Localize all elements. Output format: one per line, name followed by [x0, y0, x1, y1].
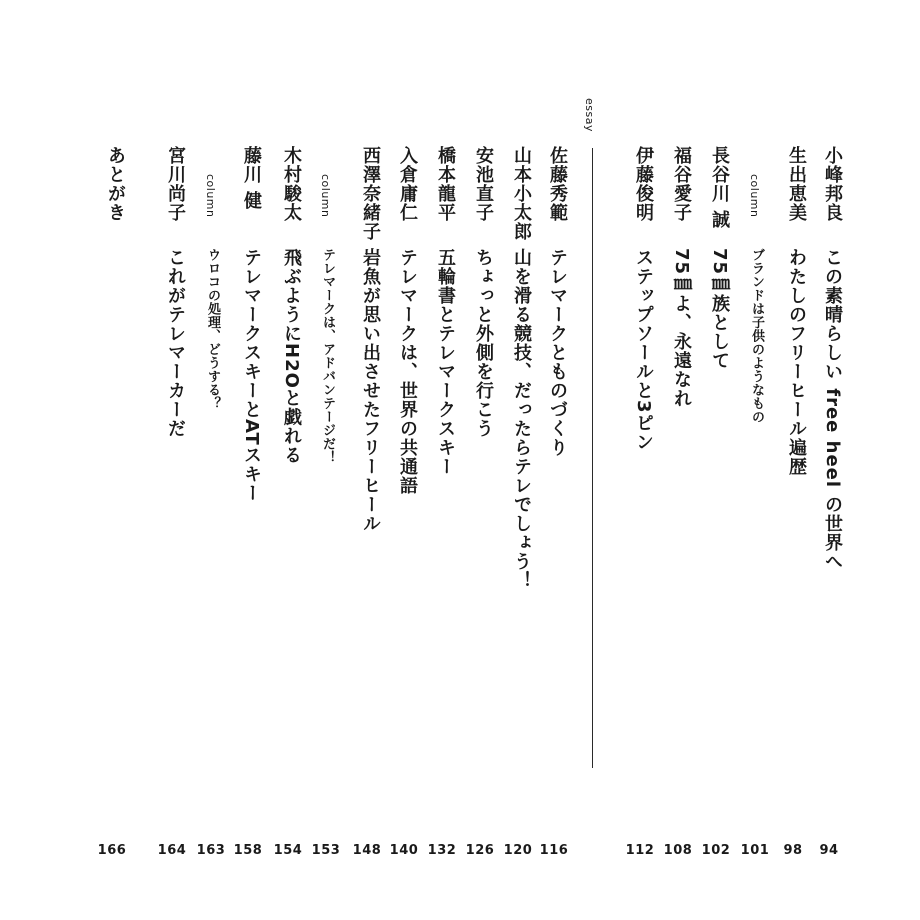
entry-title: ブランドは子供のようなもの [749, 248, 764, 424]
toc-entry [228, 0, 268, 920]
toc-entry [620, 0, 660, 920]
entry-author: 福谷愛子 [671, 146, 692, 222]
toc-entry [735, 0, 775, 920]
entry-author: 西澤奈緒子 [360, 146, 381, 241]
entry-title: 岩魚が思い出させたフリーヒール [360, 248, 381, 533]
entry-author: 宮川尚子 [165, 146, 186, 222]
entry-page-number: 101 [740, 843, 770, 858]
essay-section-label: essay [583, 98, 596, 132]
entry-page-number: 132 [427, 843, 457, 858]
entry-title: ウロコの処理、どうする？ [205, 248, 220, 410]
entry-author: 安池直子 [473, 146, 494, 222]
entry-author: 生出恵美 [786, 146, 807, 222]
entry-page-number: 112 [625, 843, 655, 858]
toc-entry [658, 0, 698, 920]
entry-title: わたしのフリーヒール遍歴 [786, 248, 807, 476]
toc-entry [191, 0, 231, 920]
entry-author: 入倉庸仁 [397, 146, 418, 222]
toc-entry [809, 0, 849, 920]
entry-author: 伊藤俊明 [633, 146, 654, 222]
entry-title: これがテレマーカーだ [165, 248, 186, 438]
toc-entry [92, 0, 132, 920]
essay-section-rule [592, 148, 593, 768]
toc-entry [152, 0, 192, 920]
entry-author: 橋本龍平 [435, 146, 456, 222]
entry-page-number: 140 [389, 843, 419, 858]
entry-author: 藤川 健 [241, 146, 262, 211]
entry-page-number: 102 [701, 843, 731, 858]
entry-title: テレマークスキーとATスキー [241, 248, 262, 503]
column-label: column [319, 174, 332, 218]
entry-title: テレマークは、アドバンテージだ！ [320, 248, 335, 464]
entry-page-number: 108 [663, 843, 693, 858]
entry-page-number: 153 [311, 843, 341, 858]
toc-entry [384, 0, 424, 920]
entry-title: 75㎜よ、永遠なれ [671, 248, 692, 409]
entry-title: 75㎜族として [709, 248, 730, 371]
column-label: column [204, 174, 217, 218]
toc-entry [306, 0, 346, 920]
entry-page-number: 98 [783, 843, 803, 858]
toc-entry [268, 0, 308, 920]
toc-entry [422, 0, 462, 920]
entry-title: あとがき [105, 146, 126, 222]
entry-page-number: 148 [352, 843, 382, 858]
entry-title: 五輪書とテレマークスキー [435, 248, 456, 476]
entry-author: 木村駿太 [281, 146, 302, 222]
entry-page-number: 94 [819, 843, 839, 858]
entry-author: 小峰邦良 [822, 146, 843, 222]
column-label: column [748, 174, 761, 218]
toc-entry [498, 0, 538, 920]
entry-page-number: 126 [465, 843, 495, 858]
entry-page-number: 163 [196, 843, 226, 858]
entry-title: テレマークとものづくり [547, 248, 568, 457]
entry-author: 長谷川 誠 [709, 146, 730, 230]
toc-entry [696, 0, 736, 920]
toc-entry [460, 0, 500, 920]
toc-entry [534, 0, 574, 920]
entry-title: ちょっと外側を行こう [473, 248, 494, 438]
entry-page-number: 164 [157, 843, 187, 858]
entry-title: ステップソールと3ピン [633, 248, 654, 452]
entry-page-number: 116 [539, 843, 569, 858]
entry-title: 飛ぶようにH2Oと戯れる [281, 248, 302, 465]
entry-title: この素晴らしい free heel の世界へ [822, 248, 843, 572]
entry-author: 山本小太郎 [511, 146, 532, 241]
entry-page-number: 166 [97, 843, 127, 858]
entry-page-number: 120 [503, 843, 533, 858]
toc-entry [347, 0, 387, 920]
entry-author: 佐藤秀範 [547, 146, 568, 222]
entry-title: テレマークは、世界の共通語 [397, 248, 418, 495]
entry-title: 山を滑る競技、だったらテレでしょう！ [511, 248, 532, 590]
entry-page-number: 154 [273, 843, 303, 858]
toc-entry [773, 0, 813, 920]
entry-page-number: 158 [233, 843, 263, 858]
